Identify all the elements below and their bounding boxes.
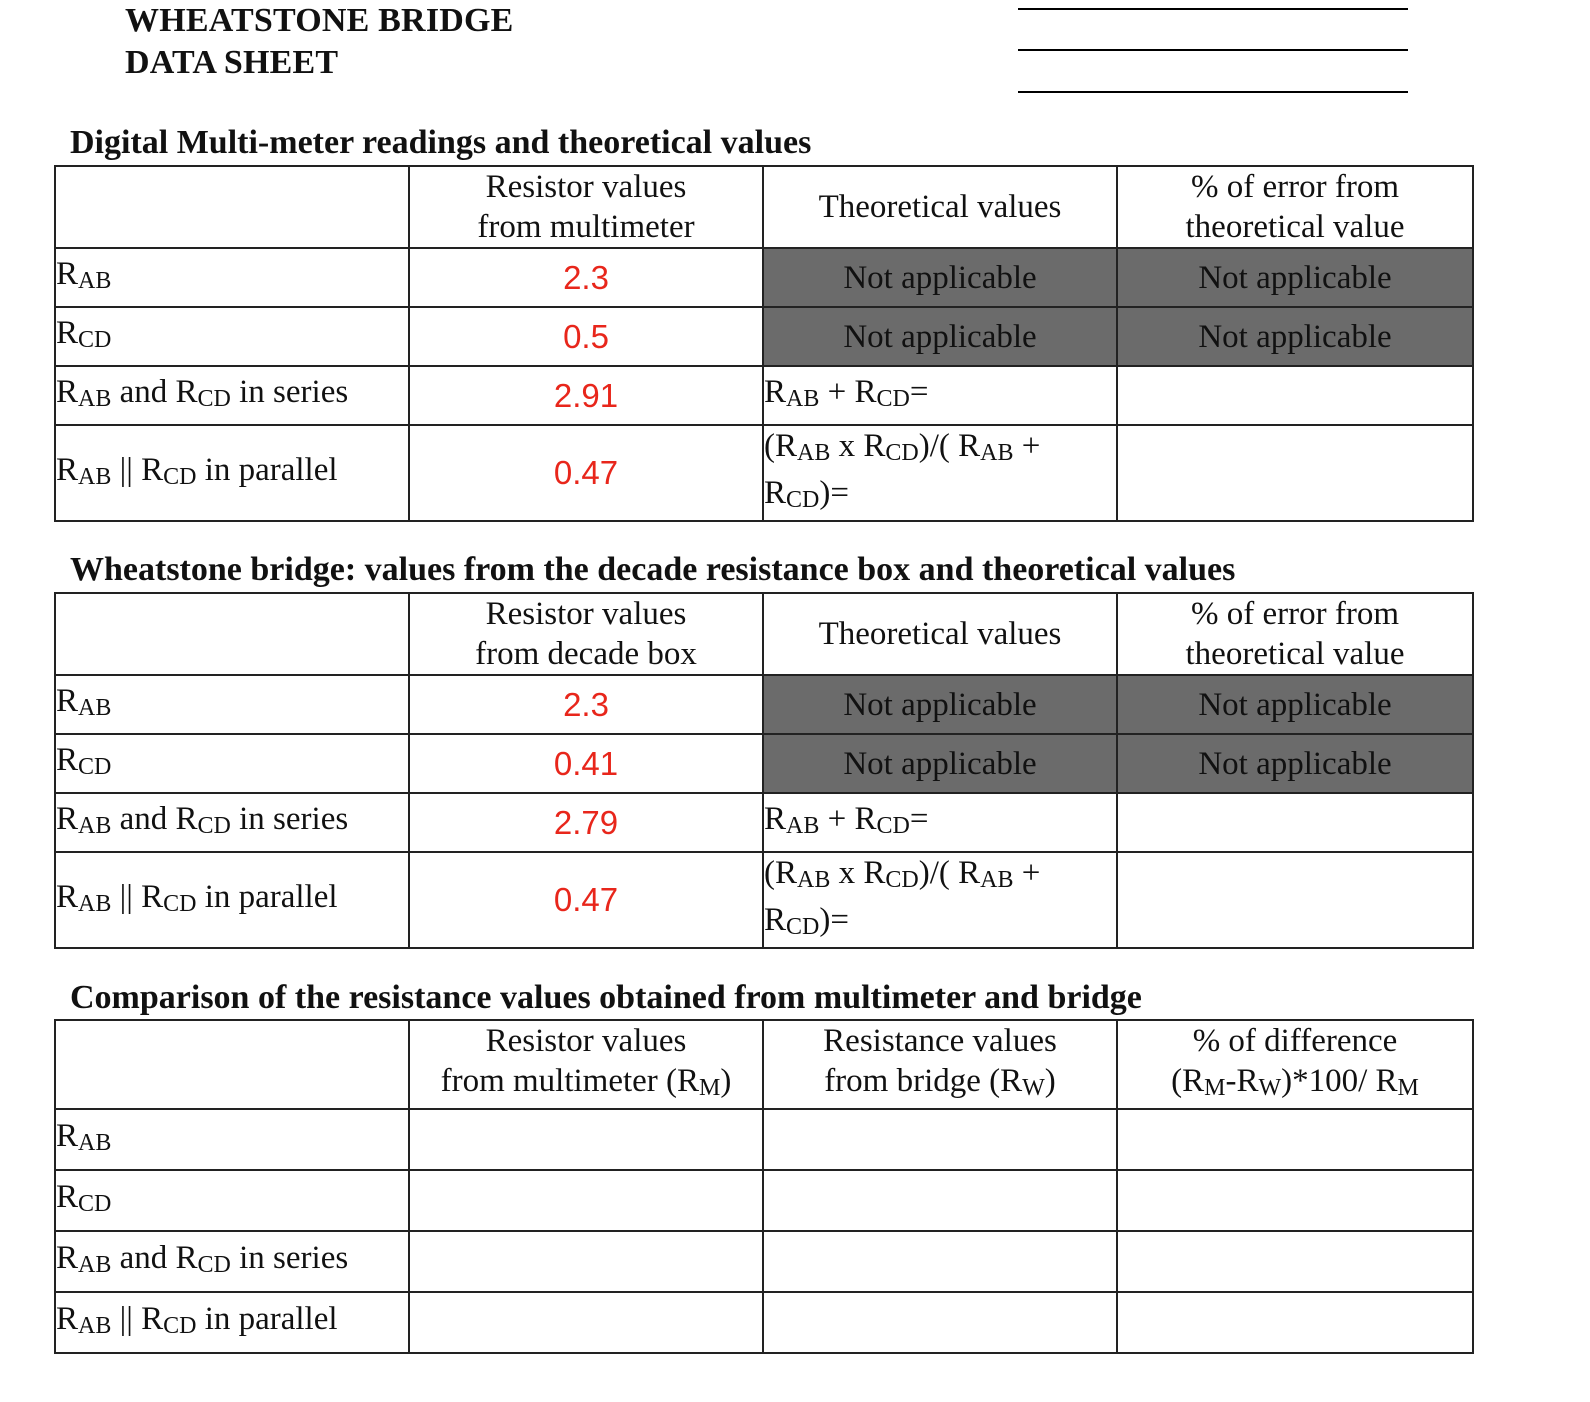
table-row: [55, 1231, 1473, 1292]
table-row: [55, 248, 1473, 307]
bridge-input-cell[interactable]: [763, 1109, 1117, 1170]
table-row: [55, 1109, 1473, 1170]
series-formula: RAB + RCD=: [763, 366, 1117, 425]
not-applicable-cell: Not applicable: [763, 734, 1117, 793]
table-row: [55, 793, 1473, 852]
not-applicable-cell: Not applicable: [763, 675, 1117, 734]
table-header-row: [55, 593, 1473, 675]
table-row: [55, 425, 1473, 521]
measured-value[interactable]: 2.91: [409, 366, 763, 425]
table-row: [55, 366, 1473, 425]
row-label-series: RAB and RCD in series: [55, 793, 409, 852]
name-blank-line: [1018, 49, 1408, 51]
not-applicable-cell: Not applicable: [763, 248, 1117, 307]
table-header-row: [55, 166, 1473, 248]
table1-heading: Digital Multi-meter readings and theoretical values: [70, 124, 812, 161]
col-header-bridge: Resistance values from bridge (RW): [763, 1020, 1117, 1109]
col-header-theoretical: Theoretical values: [763, 593, 1117, 675]
not-applicable-cell: Not applicable: [1117, 248, 1473, 307]
row-label-parallel: RAB || RCD in parallel: [55, 852, 409, 948]
measured-value[interactable]: 2.79: [409, 793, 763, 852]
row-label-rab: RAB: [55, 248, 409, 307]
name-blank-line: [1018, 91, 1408, 93]
empty-header-cell: [55, 593, 409, 675]
sheet-subtitle: DATA SHEET: [125, 44, 339, 81]
table-row: [55, 1292, 1473, 1353]
measured-value[interactable]: 0.5: [409, 307, 763, 366]
measured-value[interactable]: 0.47: [409, 425, 763, 521]
measured-value[interactable]: 0.41: [409, 734, 763, 793]
series-formula: RAB + RCD=: [763, 793, 1117, 852]
difference-input-cell[interactable]: [1117, 1292, 1473, 1353]
error-input-cell[interactable]: [1117, 852, 1473, 948]
table-row: [55, 675, 1473, 734]
error-input-cell[interactable]: [1117, 366, 1473, 425]
row-label-rab: RAB: [55, 675, 409, 734]
col-header-measured: Resistor values from multimeter: [409, 166, 763, 248]
table-row: [55, 307, 1473, 366]
name-blank-line: [1018, 8, 1408, 10]
bridge-input-cell[interactable]: [763, 1292, 1117, 1353]
row-label-rab: RAB: [55, 1109, 409, 1170]
bridge-input-cell[interactable]: [763, 1231, 1117, 1292]
table-header-row: [55, 1020, 1473, 1109]
row-label-rcd: RCD: [55, 734, 409, 793]
not-applicable-cell: Not applicable: [1117, 307, 1473, 366]
difference-input-cell[interactable]: [1117, 1109, 1473, 1170]
col-header-measured: Resistor values from decade box: [409, 593, 763, 675]
table3-heading: Comparison of the resistance values obtained from multimeter and bridge: [70, 979, 1142, 1016]
not-applicable-cell: Not applicable: [763, 307, 1117, 366]
empty-header-cell: [55, 166, 409, 248]
multimeter-input-cell[interactable]: [409, 1231, 763, 1292]
parallel-formula: (RAB x RCD)/( RAB + RCD)=: [763, 852, 1117, 948]
row-label-series: RAB and RCD in series: [55, 366, 409, 425]
difference-input-cell[interactable]: [1117, 1231, 1473, 1292]
measured-value[interactable]: 0.47: [409, 852, 763, 948]
comparison-table: [54, 1019, 1474, 1354]
multimeter-input-cell[interactable]: [409, 1170, 763, 1231]
sheet-title: WHEATSTONE BRIDGE: [125, 2, 514, 39]
empty-header-cell: [55, 1020, 409, 1109]
not-applicable-cell: Not applicable: [1117, 734, 1473, 793]
error-input-cell[interactable]: [1117, 793, 1473, 852]
measured-value[interactable]: 2.3: [409, 675, 763, 734]
multimeter-table: [54, 165, 1474, 522]
col-header-multimeter: Resistor values from multimeter (RM): [409, 1020, 763, 1109]
not-applicable-cell: Not applicable: [1117, 675, 1473, 734]
row-label-parallel: RAB || RCD in parallel: [55, 425, 409, 521]
parallel-formula: (RAB x RCD)/( RAB + RCD)=: [763, 425, 1117, 521]
table-row: [55, 852, 1473, 948]
difference-input-cell[interactable]: [1117, 1170, 1473, 1231]
row-label-series: RAB and RCD in series: [55, 1231, 409, 1292]
row-label-rcd: RCD: [55, 307, 409, 366]
col-header-theoretical: Theoretical values: [763, 166, 1117, 248]
bridge-table: [54, 592, 1474, 949]
table-row: [55, 734, 1473, 793]
error-input-cell[interactable]: [1117, 425, 1473, 521]
multimeter-input-cell[interactable]: [409, 1109, 763, 1170]
multimeter-input-cell[interactable]: [409, 1292, 763, 1353]
table2-heading: Wheatstone bridge: values from the decade resistance box and theoretical values: [70, 551, 1236, 588]
col-header-error: % of error from theoretical value: [1117, 593, 1473, 675]
col-header-error: % of error from theoretical value: [1117, 166, 1473, 248]
measured-value[interactable]: 2.3: [409, 248, 763, 307]
row-label-rcd: RCD: [55, 1170, 409, 1231]
row-label-parallel: RAB || RCD in parallel: [55, 1292, 409, 1353]
table-row: [55, 1170, 1473, 1231]
col-header-difference: % of difference (RM-RW)*100/ RM: [1117, 1020, 1473, 1109]
bridge-input-cell[interactable]: [763, 1170, 1117, 1231]
